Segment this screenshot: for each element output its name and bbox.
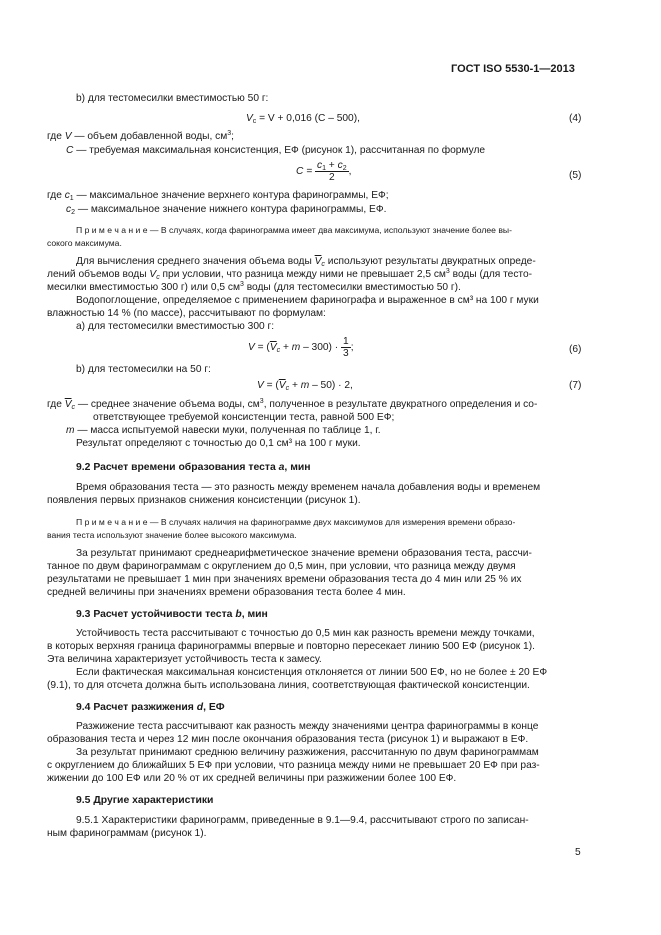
paragraph-9-3-line-2: в которых верхняя граница фаринограммы впервые и повторно пересекает линию 500 ЕФ (рисунок 1). <box>47 641 535 652</box>
paragraph-9-4-line-2: образования теста и через 12 мин после окончания образования теста (рисунок 1) и выражают в ЕФ. <box>47 734 529 745</box>
section-9-2-heading: 9.2 Расчет времени образования теста a, мин <box>76 462 311 473</box>
paragraph-average-volume-line-3: месилки вместимостью 300 г) или 0,5 $см^3$ воды (для тестомесилки вместимостью 50 г). <box>47 281 461 293</box>
definition-c2: $c_2$ — максимальное значение нижнего контура фаринограммы, ЕФ. <box>66 204 387 216</box>
equation-4: $V_c = V + 0,016$ (C – 500), <box>246 113 360 125</box>
paragraph-9-2c-line-2: танное по двум фаринограммам с округлением до 0,5 мин, при условии, что разница между двумя <box>47 561 516 572</box>
equation-5: C = $\frac{c_1 + c_2}{2}$ , <box>296 160 352 183</box>
list-item-a-300g: а) для тестомесилки вместимостью 300 г: <box>76 321 275 332</box>
paragraph-absorption-line-2: влажностью 14 % (по массе), рассчитывают по формулам: <box>47 308 326 319</box>
equation-5-number: (5) <box>569 170 582 181</box>
paragraph-9-3d-line-2: (9.1), то для отсчета должна быть использована линия, соответствующая фактической консистенции. <box>47 680 530 691</box>
definition-c: C — требуемая максимальная консистенция, ЕФ (рисунок 1), рассчитанная по формуле <box>66 145 486 156</box>
equation-7: $V = (\overline{V}_c + m - 50) \cdot 2$, <box>257 380 353 392</box>
paragraph-9-4-line-1: Разжижение теста рассчитывают как разность между значениями центра фаринограммы в конце <box>76 721 539 732</box>
paragraph-9-5-1-line-1: 9.5.1 Характеристики фаринограмм, приведенные в 9.1—9.4, рассчитывают строго по записан- <box>76 815 529 826</box>
equation-7-number: (7) <box>569 380 582 391</box>
paragraph-absorption-line-1: Водопоглощение, определяемое с применением фаринографа и выраженное в см³ на 100 г муки <box>76 295 539 306</box>
paragraph-9-3-line-1: Устойчивость теста рассчитывают с точностью до 0,5 мин как разность времени между точками, <box>76 628 535 639</box>
paragraph-9-4c-line-3: жижении до 100 ЕФ или 20 % от их средней величины при разжижении более 100 ЕФ. <box>47 773 457 784</box>
paragraph-9-3d-line-1: Если фактическая максимальная консистенция отклоняется от линии 500 ЕФ, но не более ± 20 ЕФ <box>76 667 548 678</box>
result-precision: Результат определяют с точностью до 0,1 см³ на 100 г муки. <box>76 438 361 449</box>
definition-vc-line-1: где $\overline{V}_c$ — среднее значение объема воды, $см^3$, полученное в результате двукратного определения и со- <box>47 398 538 411</box>
definition-v: где V — объем добавленной воды, $см^3$; <box>47 130 234 142</box>
note-1-line-2: сокого максимума. <box>47 238 122 248</box>
paragraph-9-2c-line-3: результатами не превышает 1 мин при значениях времени образования теста до 4 мин или 25 % их <box>47 574 522 585</box>
definition-m: m — масса испытуемой навески муки, полученная по таблице 1, г. <box>66 425 381 436</box>
paragraph-9-2c-line-1: За результат принимают среднеарифметическое значение времени образования теста, рассчи- <box>76 548 532 559</box>
list-item-b-50g: b) для тестомесилки вместимостью 50 г: <box>76 93 269 104</box>
note-2-line-2: вания теста используют значение более высокого максимума. <box>47 530 297 540</box>
paragraph-9-2-line-2: появления первых признаков снижения консистенции (рисунок 1). <box>47 495 361 506</box>
paragraph-9-5-1-line-2: ным фаринограммам (рисунок 1). <box>47 828 207 839</box>
page-number: 5 <box>575 847 581 858</box>
paragraph-9-4c-line-1: За результат принимают среднюю величину разжижения, рассчитанную по двум фаринограммам <box>76 747 539 758</box>
paragraph-9-3-line-3: Эта величина характеризует устойчивость теста к замесу. <box>47 654 322 665</box>
document-header: ГОСТ ISO 5530-1—2013 <box>451 63 575 75</box>
equation-4-number: (4) <box>569 113 582 124</box>
paragraph-9-4c-line-2: с округлением до ближайших 5 ЕФ при условии, что разница между ними не превышает 20 ЕФ при раз- <box>47 760 540 771</box>
paragraph-average-volume-line-2: лений объемов воды $V_c$ при условии, что разница между ними не превышает 2,5 $см^3$ воды (для тесто- <box>47 268 533 281</box>
definition-c1: где $c_1$ — максимальное значение верхнего контура фаринограммы, ЕФ; <box>47 190 389 202</box>
paragraph-9-2c-line-4: средней величины при значениях времени образования теста более 4 мин. <box>47 587 406 598</box>
section-9-5-heading: 9.5 Другие характеристики <box>76 795 214 806</box>
equation-6: $V = (\overline{V}_c + m - 300)$ · $\frac{1}{3}$ ; <box>248 336 354 359</box>
definition-vc-line-2: ответствующее требуемой консистенции теста, равной 500 ЕФ; <box>93 412 395 423</box>
section-9-3-heading: 9.3 Расчет устойчивости теста b, мин <box>76 609 268 620</box>
section-9-4-heading: 9.4 Расчет разжижения d, ЕФ <box>76 702 225 713</box>
equation-6-number: (6) <box>569 344 582 355</box>
note-2-line-1: П р и м е ч а н и е — В случаях наличия на фаринограмме двух максимумов для измерения времени образо- <box>76 517 516 527</box>
list-item-b-50g-2: b) для тестомесилки на 50 г: <box>76 364 211 375</box>
paragraph-average-volume-line-1: Для вычисления среднего значения объема воды $\overline{V}_c$ используют результаты двукратных опреде- <box>76 256 536 268</box>
note-1-line-1: П р и м е ч а н и е — В случаях, когда фаринограмма имеет два максимума, используют значение более вы- <box>76 225 512 235</box>
paragraph-9-2-line-1: Время образования теста — это разность между временем начала добавления воды и временем <box>76 482 541 493</box>
